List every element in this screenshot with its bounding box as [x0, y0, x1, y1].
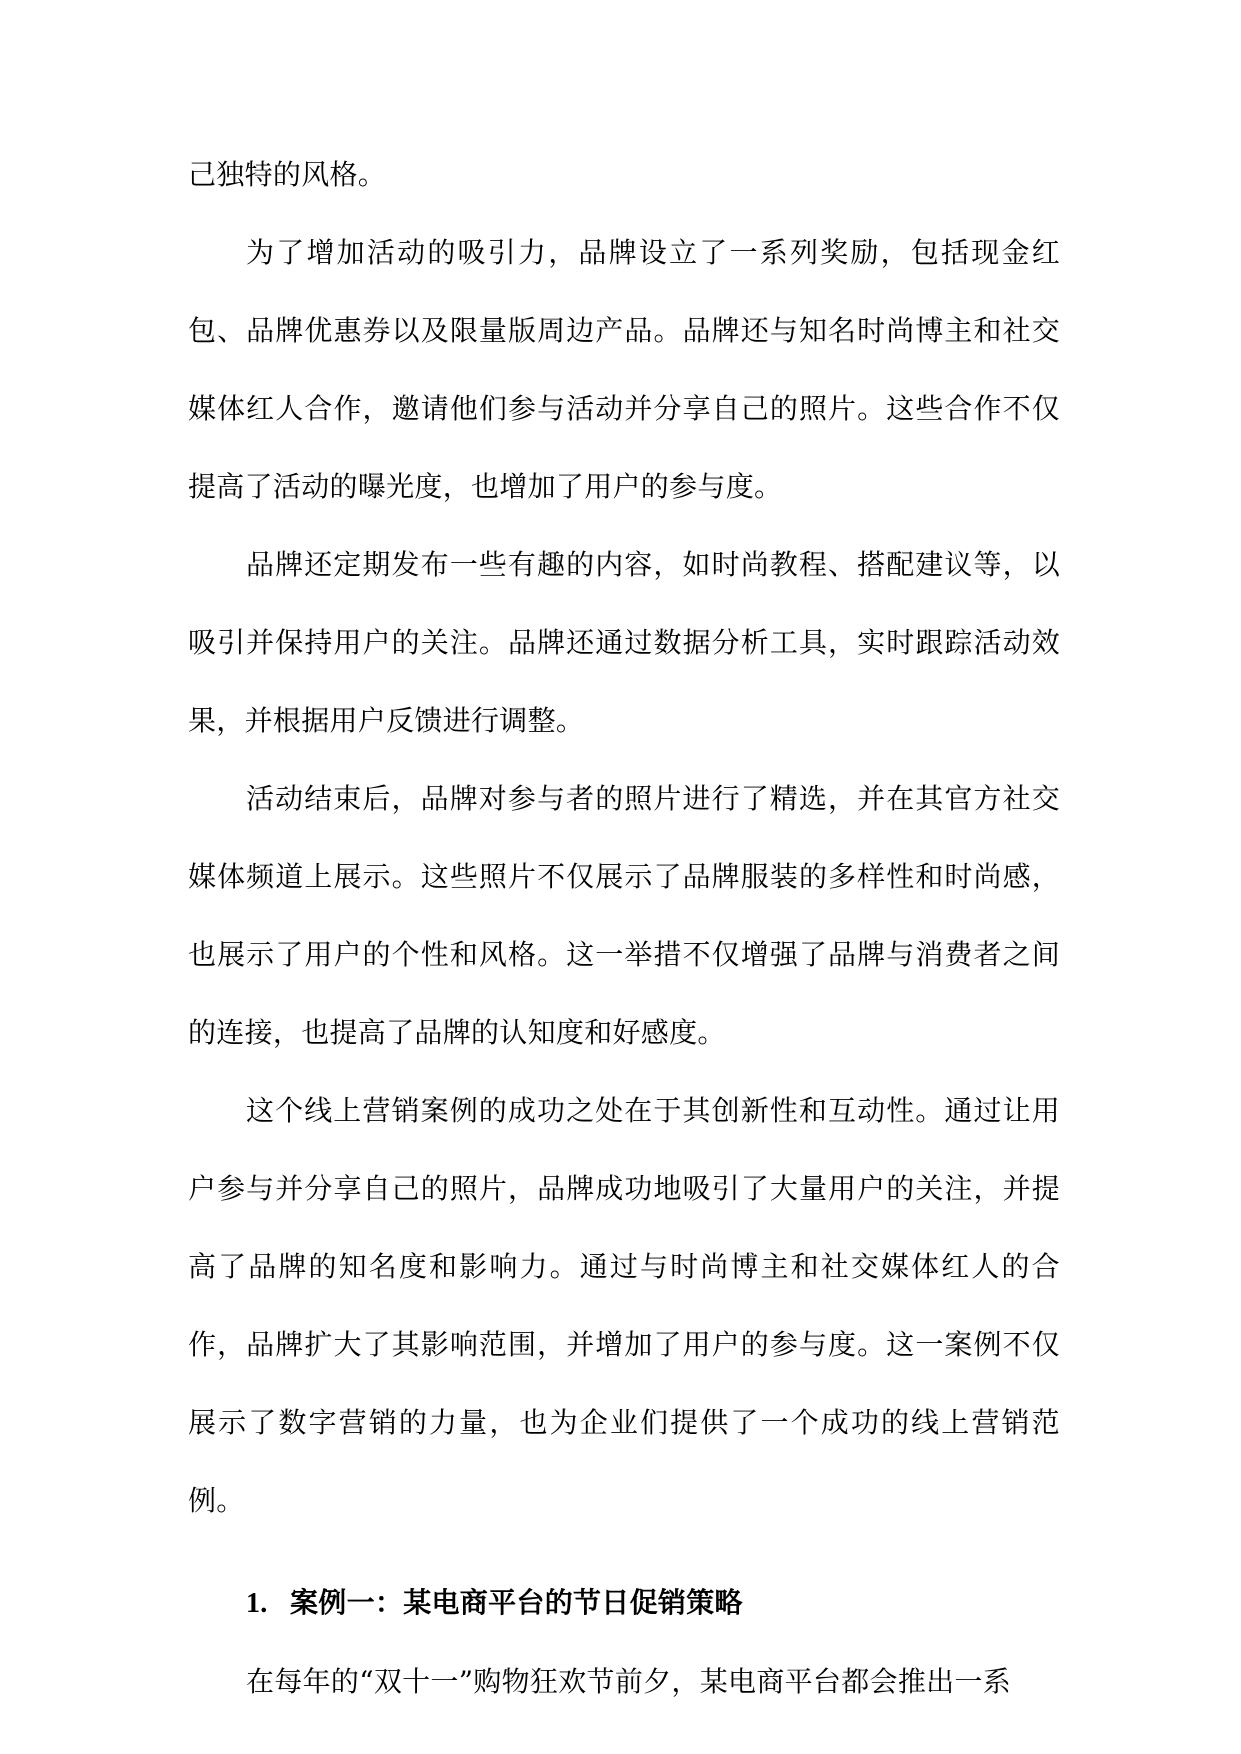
- section-heading-number: 1.: [246, 1588, 268, 1619]
- paragraph-continuation: 己独特的风格。: [188, 158, 387, 191]
- paragraph-content-publishing: 品牌还定期发布一些有趣的内容，如时尚教程、搭配建议等，以吸引并保持用户的关注。品牌还通过数据分析工具，实时跟踪活动效果，并根据用户反馈进行调整。: [188, 548, 1060, 737]
- paragraph-double-eleven: 在每年的“双十一”购物狂欢节前夕，某电商平台都会推出一系: [246, 1665, 1012, 1698]
- paragraph-case-summary: 这个线上营销案例的成功之处在于其创新性和互动性。通过让用户参与并分享自己的照片，品牌成功地吸引了大量用户的关注，并提高了品牌的知名度和影响力。通过与时尚博主和社交媒体红人的合作，品牌扩大了其影响范围，并增加了用户的参与度。这一案例不仅展示了数字营销的力量，也为企业们提供了一个成功的线上营销范例。: [188, 1094, 1060, 1517]
- paragraph-activity-end: 活动结束后，品牌对参与者的照片进行了精选，并在其官方社交媒体频道上展示。这些照片不仅展示了品牌服装的多样性和时尚感，也展示了用户的个性和风格。这一举措不仅增强了品牌与消费者之间的连接，也提高了品牌的认知度和好感度。: [188, 782, 1060, 1049]
- paragraph-rewards: 为了增加活动的吸引力，品牌设立了一系列奖励，包括现金红包、品牌优惠券以及限量版周边产品。品牌还与知名时尚博主和社交媒体红人合作，邀请他们参与活动并分享自己的照片。这些合作不仅提高了活动的曝光度，也增加了用户的参与度。: [188, 236, 1060, 503]
- document-page: [188, 136, 1060, 1721]
- section-heading-text: 案例一：某电商平台的节日促销策略: [290, 1586, 743, 1619]
- section-heading: [188, 1564, 1060, 1643]
